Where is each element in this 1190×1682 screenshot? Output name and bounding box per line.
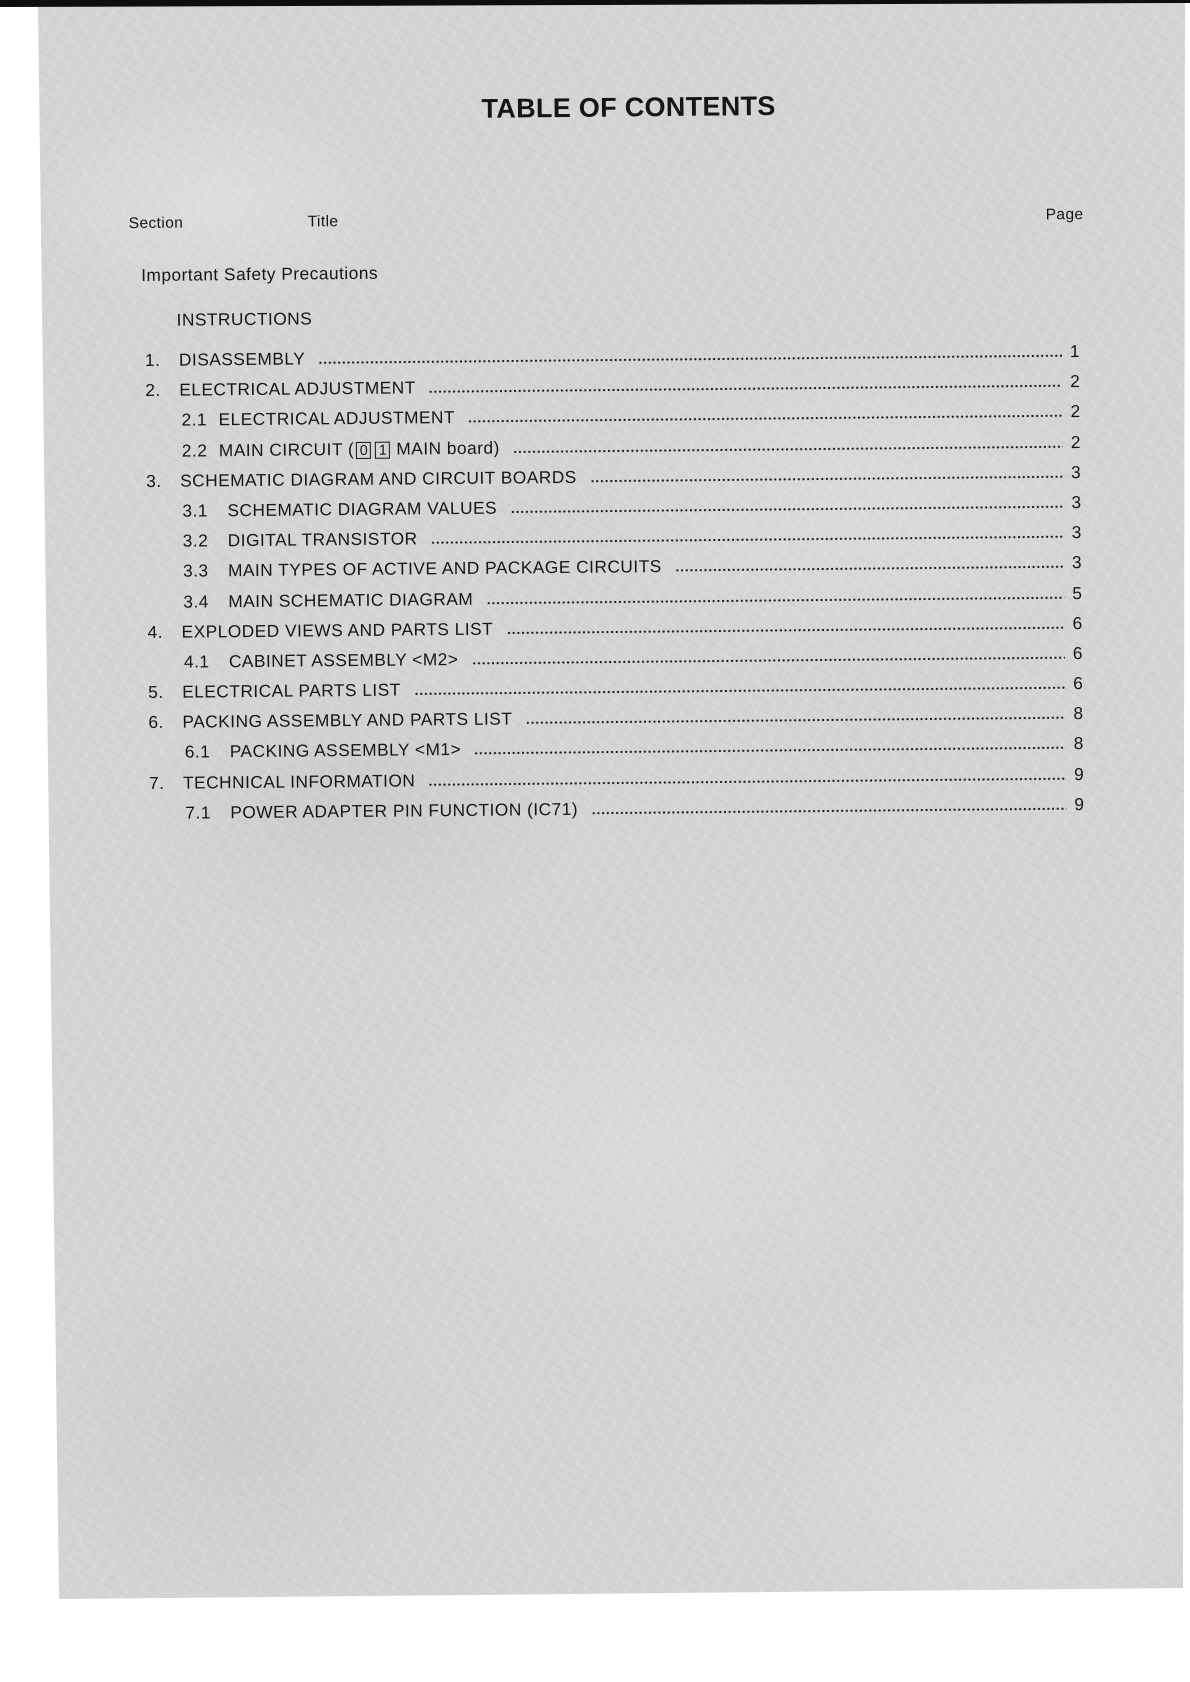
page-number: 6 [1072, 642, 1084, 663]
page-number: 9 [1074, 793, 1085, 814]
column-header-page: Page [1045, 205, 1084, 224]
subsection-number: 2.2 [181, 439, 208, 461]
page-number: 2 [1070, 401, 1081, 422]
dot-leader [591, 807, 1066, 815]
subsection-title: POWER ADAPTER PIN FUNCTION (IC71) [230, 798, 579, 823]
dot-leader [414, 686, 1065, 695]
page-title: TABLE OF CONTENTS [481, 90, 776, 124]
section-title: TECHNICAL INFORMATION [182, 770, 416, 793]
subsection-number: 7.1 [185, 802, 211, 823]
subsection-number: 6.1 [184, 741, 211, 763]
subsection-number: 3.2 [182, 530, 209, 551]
page-number: 5 [1072, 582, 1083, 603]
section-title: SCHEMATIC DIAGRAM AND CIRCUIT BOARDS [180, 466, 577, 491]
document-page [0, 0, 1105, 841]
section-title: ELECTRICAL PARTS LIST [182, 679, 401, 702]
board-number-box: 1 [375, 441, 390, 458]
dot-leader [318, 354, 1062, 364]
subsection-number: 3.1 [182, 500, 209, 521]
safety-precautions-entry: Important Safety Precautions [141, 262, 379, 286]
section-number: 6. [148, 712, 164, 733]
section-title: PACKING ASSEMBLY AND PARTS LIST [182, 708, 513, 732]
section-number: 4. [147, 621, 164, 642]
page-number: 9 [1073, 763, 1085, 784]
section-number: 3. [146, 470, 162, 491]
instructions-entry: INSTRUCTIONS [176, 308, 313, 330]
page-number: 2 [1070, 431, 1082, 452]
page-number: 3 [1071, 461, 1082, 482]
dot-leader [474, 747, 1066, 756]
page-number: 8 [1073, 733, 1084, 754]
section-title: EXPLODED VIEWS AND PARTS LIST [181, 618, 494, 642]
section-number: 2. [145, 380, 161, 401]
column-header-section: Section [128, 214, 184, 233]
title-prefix: MAIN CIRCUIT ( [218, 438, 355, 460]
column-header-title: Title [307, 213, 339, 231]
subsection-title: DIGITAL TRANSISTOR [227, 528, 418, 551]
subsection-title: CABINET ASSEMBLY <M2> [228, 648, 459, 672]
page-number: 3 [1071, 491, 1082, 513]
page-number: 3 [1071, 552, 1083, 573]
dot-leader [486, 596, 1064, 605]
page-number: 2 [1070, 371, 1081, 392]
dot-leader [513, 445, 1063, 453]
dot-leader [429, 384, 1063, 393]
subsection-number: 4.1 [183, 651, 210, 672]
section-number: 7. [148, 772, 165, 793]
toc-list [0, 336, 1104, 830]
subsection-number: 3.3 [182, 560, 209, 581]
subsection-title: MAIN TYPES OF ACTIVE AND PACKAGE CIRCUITS [227, 556, 662, 581]
subsection-title [219, 432, 513, 465]
title-suffix: MAIN board) [396, 437, 500, 459]
dot-leader [510, 505, 1063, 513]
page-number: 6 [1073, 673, 1084, 694]
page-number: 6 [1072, 612, 1083, 633]
section-title: ELECTRICAL ADJUSTMENT [179, 377, 416, 400]
subsection-title: PACKING ASSEMBLY <M1> [229, 739, 462, 762]
section-number: 5. [148, 681, 164, 703]
page-number: 3 [1071, 522, 1082, 543]
section-number: 1. [144, 349, 161, 370]
subsection-number: 2.1 [181, 409, 208, 431]
dot-leader [431, 535, 1064, 544]
dot-leader [590, 475, 1063, 483]
dot-leader [525, 716, 1065, 724]
page-number: 1 [1069, 341, 1081, 362]
subsection-title: MAIN SCHEMATIC DIAGRAM [228, 588, 474, 611]
dot-leader [468, 415, 1063, 424]
board-number-box: 0 [356, 441, 371, 458]
dot-leader [675, 566, 1064, 573]
dot-leader [471, 656, 1065, 665]
subsection-number: 3.4 [183, 590, 209, 612]
subsection-title: ELECTRICAL ADJUSTMENT [218, 407, 456, 430]
page-number: 8 [1073, 703, 1084, 724]
dot-leader [428, 777, 1066, 786]
dot-leader [506, 626, 1064, 634]
section-title: DISASSEMBLY [178, 348, 306, 370]
subsection-title: SCHEMATIC DIAGRAM VALUES [227, 497, 498, 521]
